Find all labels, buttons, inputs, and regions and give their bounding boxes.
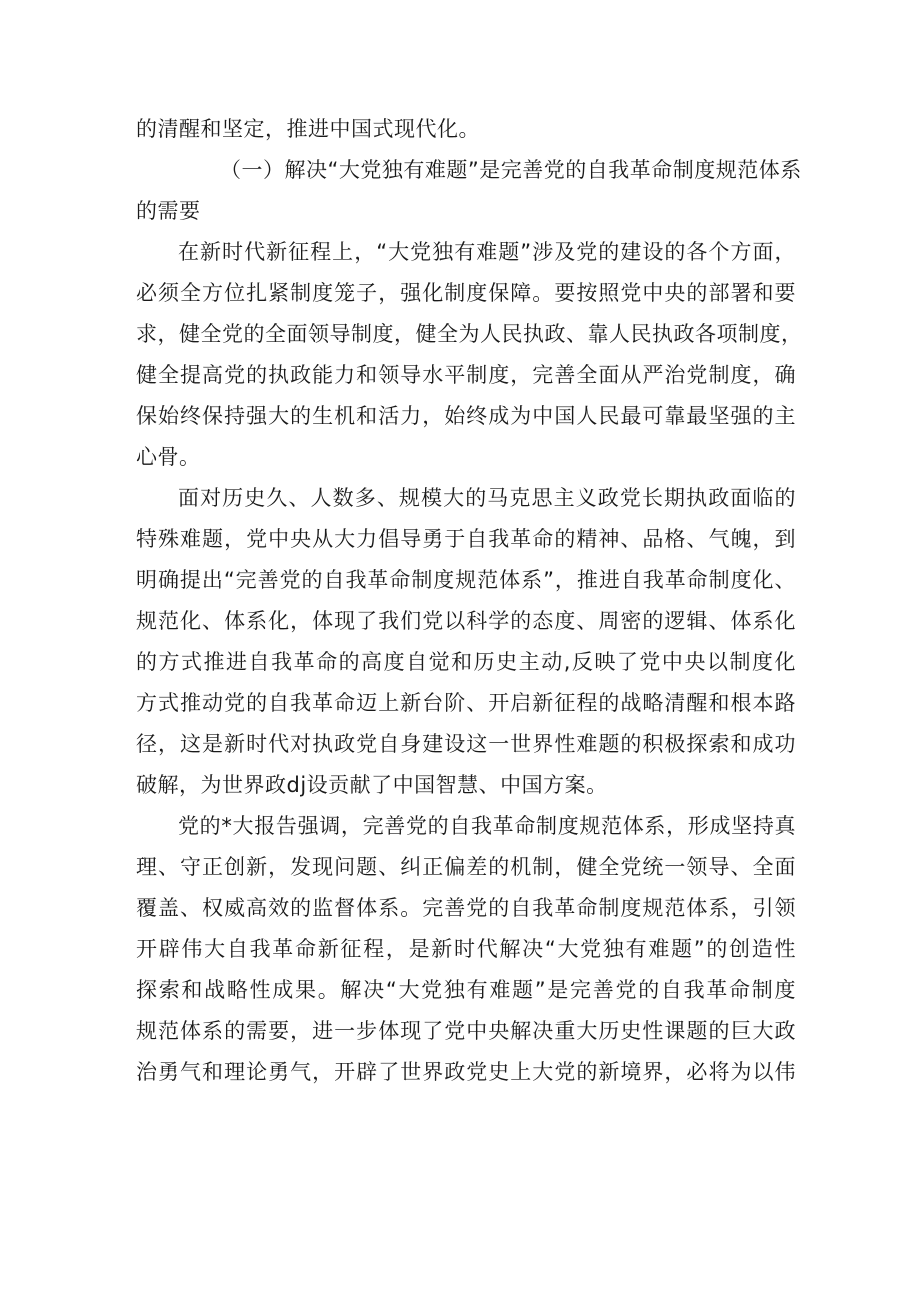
paragraph-4-line-6: 规范体系的需要，进一步体现了党中央解决重大历史性课题的巨大政 [136,1019,796,1043]
paragraph-3-line-7: 径，这是新时代对执政党自身建设这一世界性难题的积极探索和成功 [136,732,796,756]
paragraph-3-line-5: 的方式推进自我革命的高度自觉和历史主动,反映了党中央以制度化 [136,650,796,674]
paragraph-3-line-3: 明确提出“完善党的自我革命制度规范体系”，推进自我革命制度化、 [136,568,796,592]
paragraph-2-line-5: 保始终保持强大的生机和活力，始终成为中国人民最可靠最坚强的主 [136,404,796,428]
paragraph-3-line-6: 方式推动党的自我革命迈上新台阶、开启新征程的战略清醒和根本路 [136,691,796,715]
paragraph-4-line-2: 理、守正创新，发现问题、纠正偏差的机制，健全党统一领导、全面 [136,855,796,879]
paragraph-line-1: 的清醒和坚定，推进中国式现代化。 [136,117,480,141]
paragraph-3-line-1: 面对历史久、人数多、规模大的马克思主义政党长期执政面临的 [178,486,796,510]
paragraph-4-line-3: 覆盖、权威高效的监督体系。完善党的自我革命制度规范体系，引领 [136,896,796,920]
section-heading-line-2: 的需要 [136,199,201,223]
paragraph-2-line-4: 健全提高党的执政能力和领导水平制度，完善全面从严治党制度，确 [136,363,796,387]
paragraph-2-line-6: 心骨。 [136,445,201,469]
paragraph-4-line-5: 探索和战略性成果。解决“大党独有难题”是完善党的自我革命制度 [136,978,796,1002]
paragraph-4-line-4: 开辟伟大自我革命新征程，是新时代解决“大党独有难题”的创造性 [136,937,796,961]
document-body [136,113,803,1097]
paragraph-3-line-8: 破解，为世界政dj设贡献了中国智慧、中国方案。 [136,773,608,797]
paragraph-4-line-7: 治勇气和理论勇气，开辟了世界政党史上大党的新境界，必将为以伟 [136,1060,796,1084]
paragraph-2-line-2: 必须全方位扎紧制度笼子，强化制度保障。要按照党中央的部署和要 [136,281,796,305]
paragraph-2-line-3: 求，健全党的全面领导制度，健全为人民执政、靠人民执政各项制度， [136,322,803,346]
section-heading-line-1: （一）解决“大党独有难题”是完善党的自我革命制度规范体系 [220,158,802,182]
paragraph-3-line-2: 特殊难题，党中央从大力倡导勇于自我革命的精神、品格、气魄，到 [136,527,796,551]
paragraph-2-line-1: 在新时代新征程上，“大党独有难题”涉及党的建设的各个方面， [178,240,796,264]
paragraph-4-line-1: 党的*大报告强调，完善党的自我革命制度规范体系，形成坚持真 [178,814,796,838]
paragraph-3-line-4: 规范化、体系化，体现了我们党以科学的态度、周密的逻辑、体系化 [136,609,796,633]
